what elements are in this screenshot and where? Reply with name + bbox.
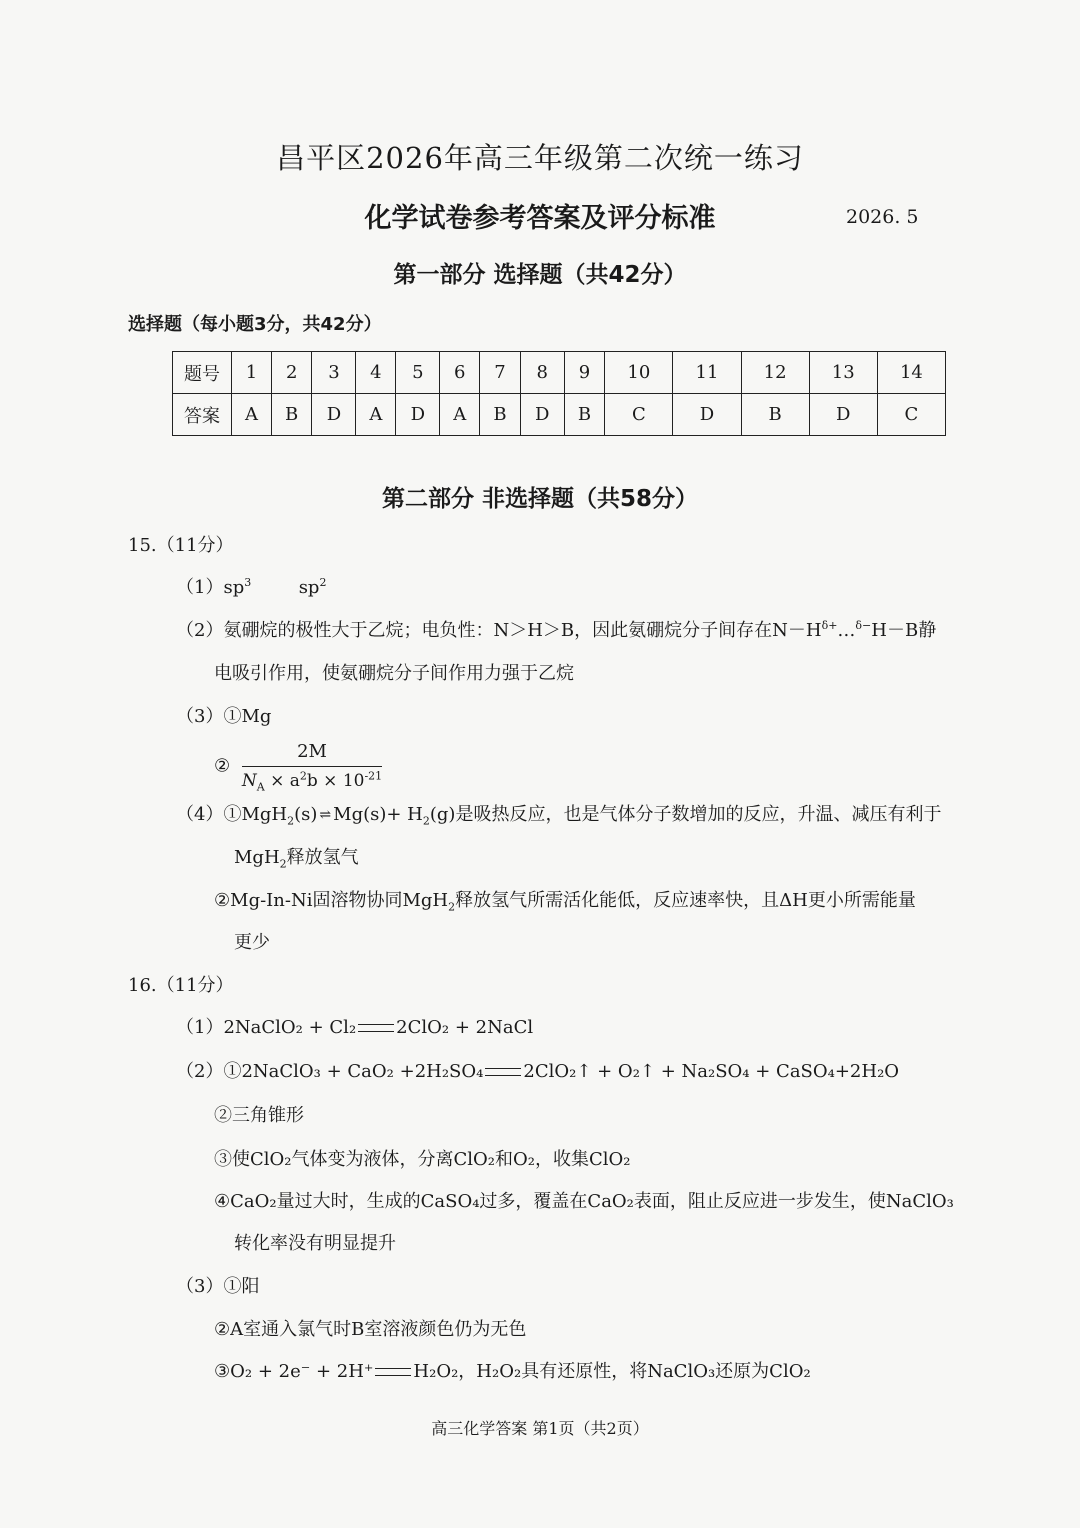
- question-number: 12: [741, 352, 809, 394]
- q15-part4-1: （4）①MgH$_2$(s) ⇌ $Mg(s)+ H_2(g)$是吸热反应，也是气体分子数增加的反应，升温、减压有利于: [176, 804, 942, 828]
- answer-cell: B: [741, 394, 809, 436]
- question-number: 4: [356, 352, 396, 394]
- part2-heading: 第二部分 非选择题（共58分）: [381, 486, 698, 512]
- answer-cell: B: [480, 394, 521, 436]
- q15-part2-cont: 电吸引作用，使氨硼烷分子间作用力强于乙烷: [214, 663, 574, 684]
- answer-cell: D: [809, 394, 877, 436]
- q15-part3-2: ② $\frac{2M}{N_A \times a^2b \times 10^{-21}}$: [214, 741, 383, 794]
- mcq-label: 选择题（每小题3分，共42分）: [128, 314, 382, 335]
- equals-sign-icon: [375, 1368, 411, 1376]
- answer-cell: D: [396, 394, 440, 436]
- q15-part1: $(1)sp^3$ $sp^2$: [176, 576, 327, 598]
- q15-heading: 15.（11分）: [128, 535, 234, 556]
- answer-cell: C: [877, 394, 945, 436]
- question-number-row: [173, 352, 946, 394]
- q15-part3-1: （3）①Mg: [176, 706, 272, 727]
- answer-cell: A: [356, 394, 396, 436]
- question-number: 8: [520, 352, 564, 394]
- answer-key-subtitle: 化学试卷参考答案及评分标准: [364, 203, 716, 234]
- q15-part4-2-cont: 更少: [234, 932, 270, 953]
- q15-part4-2: ②Mg-In-Ni固溶物协同MgH$_2$释放氢气所需活化能低，反应速率快，且ΔH更小所需能量: [214, 890, 916, 914]
- answer-cell: A: [440, 394, 480, 436]
- q16-part2-2: ②三角锥形: [214, 1105, 304, 1126]
- density-fraction: $\frac{2M}{N_A \times a^2b \times 10^{-21}}$: [241, 741, 383, 794]
- row-header-answer: 答案: [173, 394, 232, 436]
- q16-part3-2: ②A室通入氯气时B室溶液颜色仍为无色: [214, 1319, 527, 1340]
- question-number: 1: [232, 352, 272, 394]
- q16-part2-3: ③使ClO₂气体变为液体，分离ClO₂和O₂，收集ClO₂: [214, 1149, 631, 1170]
- question-number: 11: [673, 352, 741, 394]
- q16-part1: （1）2NaClO₂ + Cl₂ 2ClO₂ + 2NaCl: [176, 1017, 534, 1038]
- reversible-arrow-icon: ⇌: [319, 807, 332, 823]
- answer-cell: D: [673, 394, 741, 436]
- q16-heading: 16.（11分）: [128, 975, 234, 996]
- q16-part2-1: （2）①2NaClO₃ + CaO₂ +2H₂SO₄ 2ClO₂↑ + O₂↑ + Na₂SO₄ + CaSO₄+2H₂O: [176, 1061, 900, 1082]
- question-number: 14: [877, 352, 945, 394]
- answer-cell: D: [520, 394, 564, 436]
- question-number: 2: [271, 352, 312, 394]
- equals-sign-icon: [358, 1024, 394, 1032]
- q16-part2-4: ④CaO₂量过大时，生成的CaSO₄过多，覆盖在CaO₂表面，阻止反应进一步发生，使NaClO₃: [214, 1191, 954, 1212]
- question-number: 6: [440, 352, 480, 394]
- q15-part2: （2）氨硼烷的极性大于乙烷；电负性：N＞H＞B，因此氨硼烷分子间存在$N-H^{\delta+}\dots^{\delta-}H-B$静: [176, 619, 937, 641]
- question-number: 9: [564, 352, 605, 394]
- part1-heading: 第一部分 选择题（共42分）: [393, 262, 687, 288]
- answer-cell: D: [312, 394, 356, 436]
- answer-cell: B: [271, 394, 312, 436]
- equals-sign-icon: [485, 1068, 521, 1076]
- answer-cell: B: [564, 394, 605, 436]
- question-number: 7: [480, 352, 521, 394]
- q15-part4-1-cont: MgH$_2$释放氢气: [234, 847, 359, 871]
- answer-cell: C: [605, 394, 673, 436]
- question-number: 10: [605, 352, 673, 394]
- exam-date: 2026. 5: [846, 206, 919, 228]
- q16-part3-1: （3）①阳: [176, 1276, 260, 1297]
- answer-table: [172, 351, 946, 436]
- page-footer: 高三化学答案 第1页（共2页）: [431, 1419, 649, 1438]
- exam-title: 昌平区2026年高三年级第二次统一练习: [276, 141, 804, 175]
- answer-row: [173, 394, 946, 436]
- answer-cell: A: [232, 394, 272, 436]
- q16-part2-4-cont: 转化率没有明显提升: [234, 1233, 396, 1254]
- question-number: 3: [312, 352, 356, 394]
- row-header-number: 题号: [173, 352, 232, 394]
- q16-part3-3: ③O₂ + 2e⁻ + 2H⁺ H₂O₂，H₂O₂具有还原性，将NaClO₃还原为ClO₂: [214, 1361, 811, 1382]
- question-number: 13: [809, 352, 877, 394]
- question-number: 5: [396, 352, 440, 394]
